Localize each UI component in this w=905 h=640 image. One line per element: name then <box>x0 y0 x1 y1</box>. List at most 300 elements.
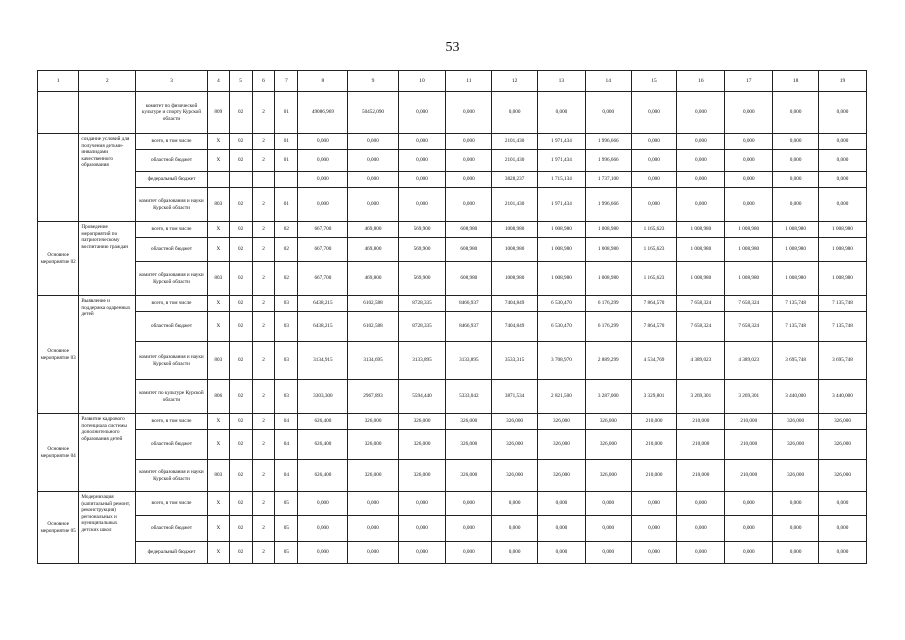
column-header: 16 <box>677 71 725 92</box>
value-cell: 0,000 <box>725 92 773 134</box>
value-cell: 0,000 <box>725 134 773 150</box>
value-cell: 326,000 <box>348 460 398 492</box>
value-cell: 0,000 <box>677 172 725 188</box>
budget-table <box>37 70 867 564</box>
code-cell: 02 <box>229 460 252 492</box>
code-cell: 2 <box>252 188 275 222</box>
value-cell: 326,000 <box>492 414 538 430</box>
value-cell: 1 971,434 <box>537 134 585 150</box>
column-header: 5 <box>229 71 252 92</box>
value-cell: 0,000 <box>725 492 773 516</box>
value-cell: 0,000 <box>631 172 677 188</box>
value-cell: 1 008,980 <box>773 262 819 296</box>
value-cell: 0,000 <box>492 492 538 516</box>
value-cell: 1 008,980 <box>818 262 866 296</box>
code-cell: 02 <box>229 380 252 414</box>
column-header: 1 <box>38 71 79 92</box>
value-cell: 3 269,301 <box>725 380 773 414</box>
value-cell: 7 658,324 <box>677 312 725 342</box>
value-cell: 210,000 <box>677 414 725 430</box>
value-cell: 1 008,980 <box>585 222 631 238</box>
value-cell: 4 534,769 <box>631 342 677 380</box>
funding-source-cell: областной бюджет <box>136 516 208 542</box>
value-cell: 0,000 <box>818 134 866 150</box>
table-row <box>38 516 867 542</box>
value-cell: 0,000 <box>773 492 819 516</box>
value-cell: 0,000 <box>398 492 446 516</box>
value-cell: 3 329,801 <box>631 380 677 414</box>
value-cell: 1 008,980 <box>773 222 819 238</box>
value-cell: 0,000 <box>348 188 398 222</box>
code-cell: 02 <box>275 238 298 262</box>
value-cell: 8466,937 <box>446 312 492 342</box>
value-cell: 3 695,748 <box>773 342 819 380</box>
value-cell: 7 864,570 <box>631 312 677 342</box>
column-header: 6 <box>252 71 275 92</box>
value-cell: 6 530,470 <box>537 312 585 342</box>
code-cell: 05 <box>275 492 298 516</box>
code-cell: 02 <box>229 492 252 516</box>
code-cell: 03 <box>275 342 298 380</box>
value-cell: 0,000 <box>631 134 677 150</box>
table-row <box>38 172 867 188</box>
value-cell: 0,000 <box>773 172 819 188</box>
value-cell: 6 530,470 <box>537 296 585 312</box>
value-cell: 0,000 <box>446 542 492 564</box>
column-header: 17 <box>725 71 773 92</box>
code-cell: 02 <box>275 262 298 296</box>
value-cell: 0,000 <box>585 492 631 516</box>
value-cell: 0,000 <box>348 172 398 188</box>
value-cell: 0,000 <box>348 150 398 172</box>
value-cell: 326,000 <box>348 414 398 430</box>
code-cell: 01 <box>275 134 298 150</box>
value-cell: 2101,430 <box>492 150 538 172</box>
code-cell: 803 <box>207 460 229 492</box>
value-cell: 626,400 <box>298 430 348 460</box>
value-cell: 0,000 <box>537 542 585 564</box>
code-cell: 02 <box>229 262 252 296</box>
value-cell: 2967,893 <box>348 380 398 414</box>
table-row <box>38 542 867 564</box>
code-cell: 02 <box>229 414 252 430</box>
value-cell: 1 008,980 <box>725 222 773 238</box>
code-cell: 02 <box>229 516 252 542</box>
code-cell: 02 <box>229 542 252 564</box>
value-cell: 1 165,623 <box>631 238 677 262</box>
value-cell: 0,000 <box>398 188 446 222</box>
code-cell: 2 <box>252 460 275 492</box>
value-cell: 1 008,980 <box>818 238 866 262</box>
code-cell: 2 <box>252 92 275 134</box>
value-cell: 1 008,980 <box>677 262 725 296</box>
table-row <box>38 92 867 134</box>
value-cell: 0,000 <box>818 172 866 188</box>
funding-source-cell: комитет образования и науки Курской области <box>136 262 208 296</box>
code-cell: Х <box>207 516 229 542</box>
value-cell: 0,000 <box>398 150 446 172</box>
code-cell: Х <box>207 414 229 430</box>
value-cell: 608,980 <box>446 262 492 296</box>
code-cell: 02 <box>229 222 252 238</box>
value-cell: 0,000 <box>398 134 446 150</box>
value-cell: 6102,588 <box>348 296 398 312</box>
value-cell: 49086,969 <box>298 92 348 134</box>
value-cell: 7404,849 <box>492 296 538 312</box>
value-cell: 5594,440 <box>398 380 446 414</box>
value-cell: 6 176,299 <box>585 296 631 312</box>
value-cell: 0,000 <box>446 92 492 134</box>
value-cell: 0,000 <box>348 134 398 150</box>
column-header: 4 <box>207 71 229 92</box>
funding-source-cell: всего, в том числе <box>136 296 208 312</box>
value-cell: 0,000 <box>585 92 631 134</box>
value-cell: 0,000 <box>631 92 677 134</box>
event-label-cell <box>38 92 79 134</box>
code-cell: 806 <box>207 380 229 414</box>
value-cell: 8466,937 <box>446 296 492 312</box>
value-cell: 3871,534 <box>492 380 538 414</box>
value-cell: 3 708,970 <box>537 342 585 380</box>
value-cell: 1 008,980 <box>677 222 725 238</box>
code-cell: 02 <box>229 134 252 150</box>
funding-source-cell: всего, в том числе <box>136 222 208 238</box>
value-cell: 0,000 <box>446 492 492 516</box>
code-cell: 01 <box>275 150 298 172</box>
table-row <box>38 296 867 312</box>
value-cell: 0,000 <box>818 150 866 172</box>
value-cell: 6102,588 <box>348 312 398 342</box>
value-cell: 0,000 <box>537 516 585 542</box>
code-cell: Х <box>207 150 229 172</box>
code-cell: 2 <box>252 380 275 414</box>
code-cell: 2 <box>252 238 275 262</box>
column-header: 9 <box>348 71 398 92</box>
value-cell: 0,000 <box>348 542 398 564</box>
column-header: 14 <box>585 71 631 92</box>
value-cell: 326,000 <box>585 414 631 430</box>
value-cell: 326,000 <box>446 414 492 430</box>
funding-source-cell: областной бюджет <box>136 430 208 460</box>
event-label-cell: Основное мероприятие 05 <box>38 492 79 564</box>
value-cell: 1 008,980 <box>773 238 819 262</box>
value-cell: 1008,980 <box>492 262 538 296</box>
value-cell: 0,000 <box>398 542 446 564</box>
value-cell: 1 008,980 <box>818 222 866 238</box>
value-cell: 326,000 <box>537 414 585 430</box>
value-cell: 2101,430 <box>492 188 538 222</box>
value-cell: 7 135,748 <box>773 312 819 342</box>
code-cell: 02 <box>275 222 298 238</box>
funding-source-cell: комитет по физической культуре и спорту Курской области <box>136 92 208 134</box>
value-cell: 667,700 <box>298 222 348 238</box>
value-cell: 0,000 <box>631 542 677 564</box>
code-cell: 03 <box>275 380 298 414</box>
value-cell: 5333,042 <box>446 380 492 414</box>
code-cell: Х <box>207 312 229 342</box>
value-cell: 2101,430 <box>492 134 538 150</box>
table-row <box>38 312 867 342</box>
column-header: 2 <box>79 71 136 92</box>
value-cell: 667,700 <box>298 262 348 296</box>
value-cell: 0,000 <box>677 150 725 172</box>
value-cell: 210,000 <box>725 414 773 430</box>
value-cell: 0,000 <box>298 516 348 542</box>
value-cell: 3 287,000 <box>585 380 631 414</box>
value-cell: 2 889,299 <box>585 342 631 380</box>
value-cell: 8728,335 <box>398 296 446 312</box>
code-cell: Х <box>207 134 229 150</box>
code-cell: 2 <box>252 262 275 296</box>
value-cell: 7 135,748 <box>818 312 866 342</box>
event-label-cell: Основное мероприятие 03 <box>38 296 79 414</box>
code-cell: 02 <box>229 430 252 460</box>
funding-source-cell: всего, в том числе <box>136 134 208 150</box>
value-cell: 4 389,023 <box>677 342 725 380</box>
value-cell: 7 658,324 <box>725 312 773 342</box>
code-cell: 2 <box>252 342 275 380</box>
value-cell: 326,000 <box>492 460 538 492</box>
code-cell: Х <box>207 492 229 516</box>
value-cell: 0,000 <box>398 516 446 542</box>
value-cell: 1 971,434 <box>537 150 585 172</box>
value-cell: 1 008,980 <box>585 262 631 296</box>
header-row <box>38 71 867 92</box>
value-cell: 326,000 <box>585 460 631 492</box>
value-cell: 0,000 <box>585 542 631 564</box>
table-row <box>38 150 867 172</box>
event-description-cell: Развитие кадрового потенциала системы дополнительного образования детей <box>79 414 136 492</box>
code-cell: 803 <box>207 262 229 296</box>
column-header: 11 <box>446 71 492 92</box>
value-cell: 0,000 <box>677 492 725 516</box>
funding-source-cell: комитет образования и науки Курской области <box>136 342 208 380</box>
value-cell: 8728,335 <box>398 312 446 342</box>
value-cell: 0,000 <box>298 134 348 150</box>
code-cell: 2 <box>252 430 275 460</box>
value-cell: 1 008,980 <box>537 238 585 262</box>
table-row <box>38 492 867 516</box>
code-cell: 803 <box>207 342 229 380</box>
value-cell: 326,000 <box>773 430 819 460</box>
value-cell: 1 008,980 <box>725 262 773 296</box>
value-cell: 469,800 <box>348 238 398 262</box>
code-cell: 02 <box>229 150 252 172</box>
column-header: 18 <box>773 71 819 92</box>
value-cell: 1 008,980 <box>725 238 773 262</box>
value-cell: 0,000 <box>773 516 819 542</box>
table-row <box>38 262 867 296</box>
value-cell: 326,000 <box>348 430 398 460</box>
event-description-cell: Выявление и поддержка одаренных детей <box>79 296 136 414</box>
value-cell: 469,800 <box>348 222 398 238</box>
code-cell: 2 <box>252 516 275 542</box>
value-cell: 0,000 <box>537 492 585 516</box>
funding-source-cell: комитет образования и науки Курской области <box>136 188 208 222</box>
value-cell: 0,000 <box>725 172 773 188</box>
code-cell: 803 <box>207 188 229 222</box>
funding-source-cell: областной бюджет <box>136 312 208 342</box>
value-cell: 7 658,324 <box>725 296 773 312</box>
value-cell: 3 695,748 <box>818 342 866 380</box>
table-row <box>38 188 867 222</box>
code-cell: 2 <box>252 414 275 430</box>
value-cell: 1 737,100 <box>585 172 631 188</box>
column-header: 12 <box>492 71 538 92</box>
code-cell: 2 <box>252 134 275 150</box>
code-cell: Х <box>207 430 229 460</box>
value-cell: 2 821,500 <box>537 380 585 414</box>
column-header: 13 <box>537 71 585 92</box>
event-label-cell: Основное мероприятие 04 <box>38 414 79 492</box>
value-cell: 608,980 <box>446 222 492 238</box>
value-cell: 0,000 <box>773 542 819 564</box>
value-cell: 3134,695 <box>348 342 398 380</box>
value-cell: 1 996,666 <box>585 150 631 172</box>
value-cell: 0,000 <box>446 134 492 150</box>
event-description-cell: Модернизация (капитальный ремонт, реконструкция) региональных и муниципальных детских школ <box>79 492 136 564</box>
code-cell: 04 <box>275 430 298 460</box>
value-cell: 0,000 <box>398 92 446 134</box>
value-cell: 326,000 <box>818 430 866 460</box>
table-row <box>38 342 867 380</box>
value-cell: 1 971,434 <box>537 188 585 222</box>
code-cell: 01 <box>275 92 298 134</box>
code-cell <box>207 172 229 188</box>
value-cell: 0,000 <box>446 516 492 542</box>
value-cell: 7 658,324 <box>677 296 725 312</box>
funding-source-cell: комитет образования и науки Курской области <box>136 460 208 492</box>
value-cell: 0,000 <box>818 188 866 222</box>
value-cell: 569,900 <box>398 222 446 238</box>
value-cell: 326,000 <box>492 430 538 460</box>
table-row <box>38 430 867 460</box>
value-cell: 0,000 <box>298 542 348 564</box>
value-cell: 0,000 <box>631 188 677 222</box>
table-row <box>38 134 867 150</box>
value-cell: 326,000 <box>398 430 446 460</box>
value-cell: 0,000 <box>631 492 677 516</box>
value-cell: 326,000 <box>585 430 631 460</box>
page-number: 53 <box>445 40 460 55</box>
value-cell: 1008,980 <box>492 222 538 238</box>
column-header: 15 <box>631 71 677 92</box>
code-cell: 2 <box>252 492 275 516</box>
value-cell: 0,000 <box>446 150 492 172</box>
value-cell: 0,000 <box>677 542 725 564</box>
value-cell: 569,900 <box>398 262 446 296</box>
value-cell: 3133,895 <box>398 342 446 380</box>
value-cell: 210,000 <box>631 414 677 430</box>
value-cell: 326,000 <box>537 460 585 492</box>
code-cell: 02 <box>229 92 252 134</box>
code-cell: 2 <box>252 542 275 564</box>
value-cell: 0,000 <box>348 516 398 542</box>
code-cell: 05 <box>275 542 298 564</box>
value-cell: 1 165,623 <box>631 222 677 238</box>
code-cell: 02 <box>229 312 252 342</box>
value-cell: 1 008,980 <box>585 238 631 262</box>
value-cell: 0,000 <box>725 188 773 222</box>
value-cell: 1 715,134 <box>537 172 585 188</box>
value-cell: 326,000 <box>446 430 492 460</box>
code-cell: Х <box>207 542 229 564</box>
value-cell: 6438,215 <box>298 296 348 312</box>
value-cell: 6 176,299 <box>585 312 631 342</box>
code-cell: Х <box>207 238 229 262</box>
event-description-cell <box>79 92 136 134</box>
value-cell: 7 135,748 <box>818 296 866 312</box>
value-cell: 469,800 <box>348 262 398 296</box>
value-cell: 1008,980 <box>492 238 538 262</box>
funding-source-cell: областной бюджет <box>136 150 208 172</box>
funding-source-cell: всего, в том числе <box>136 492 208 516</box>
value-cell: 0,000 <box>298 150 348 172</box>
value-cell: 0,000 <box>773 150 819 172</box>
table-row <box>38 380 867 414</box>
value-cell: 0,000 <box>631 150 677 172</box>
value-cell: 326,000 <box>773 414 819 430</box>
event-description-cell: создание условий для получения детьми-инвалидами качественного образования <box>79 134 136 222</box>
value-cell: 3533,315 <box>492 342 538 380</box>
code-cell: Х <box>207 222 229 238</box>
value-cell: 608,980 <box>446 238 492 262</box>
value-cell: 3134,915 <box>298 342 348 380</box>
value-cell: 0,000 <box>773 134 819 150</box>
value-cell: 0,000 <box>537 92 585 134</box>
value-cell: 210,000 <box>677 460 725 492</box>
value-cell: 1 008,980 <box>537 222 585 238</box>
value-cell: 0,000 <box>725 542 773 564</box>
value-cell: 0,000 <box>677 92 725 134</box>
value-cell: 326,000 <box>818 414 866 430</box>
table-row <box>38 414 867 430</box>
code-cell: 2 <box>252 296 275 312</box>
value-cell: 210,000 <box>725 430 773 460</box>
column-header: 8 <box>298 71 348 92</box>
value-cell: 569,900 <box>398 238 446 262</box>
value-cell: 0,000 <box>298 188 348 222</box>
value-cell: 326,000 <box>446 460 492 492</box>
value-cell: 0,000 <box>446 188 492 222</box>
funding-source-cell: всего, в том числе <box>136 414 208 430</box>
code-cell: 02 <box>229 342 252 380</box>
code-cell <box>275 172 298 188</box>
value-cell: 626,400 <box>298 414 348 430</box>
code-cell: 04 <box>275 414 298 430</box>
table-row <box>38 238 867 262</box>
column-header: 3 <box>136 71 208 92</box>
value-cell: 0,000 <box>725 150 773 172</box>
value-cell: 326,000 <box>398 460 446 492</box>
funding-source-cell: федеральный бюджет <box>136 172 208 188</box>
code-cell: 04 <box>275 460 298 492</box>
value-cell: 0,000 <box>773 92 819 134</box>
value-cell: 0,000 <box>492 92 538 134</box>
value-cell: 1 008,980 <box>537 262 585 296</box>
code-cell: 02 <box>229 238 252 262</box>
event-description-cell: Проведение мероприятий по патриотическому воспитанию граждан <box>79 222 136 296</box>
event-label-cell: Основное мероприятие 02 <box>38 222 79 296</box>
value-cell: 0,000 <box>298 172 348 188</box>
value-cell: 6438,215 <box>298 312 348 342</box>
code-cell: 02 <box>229 188 252 222</box>
value-cell: 4 389,023 <box>725 342 773 380</box>
value-cell: 0,000 <box>725 516 773 542</box>
value-cell: 1 165,623 <box>631 262 677 296</box>
value-cell: 3 440,000 <box>818 380 866 414</box>
funding-source-cell: федеральный бюджет <box>136 542 208 564</box>
